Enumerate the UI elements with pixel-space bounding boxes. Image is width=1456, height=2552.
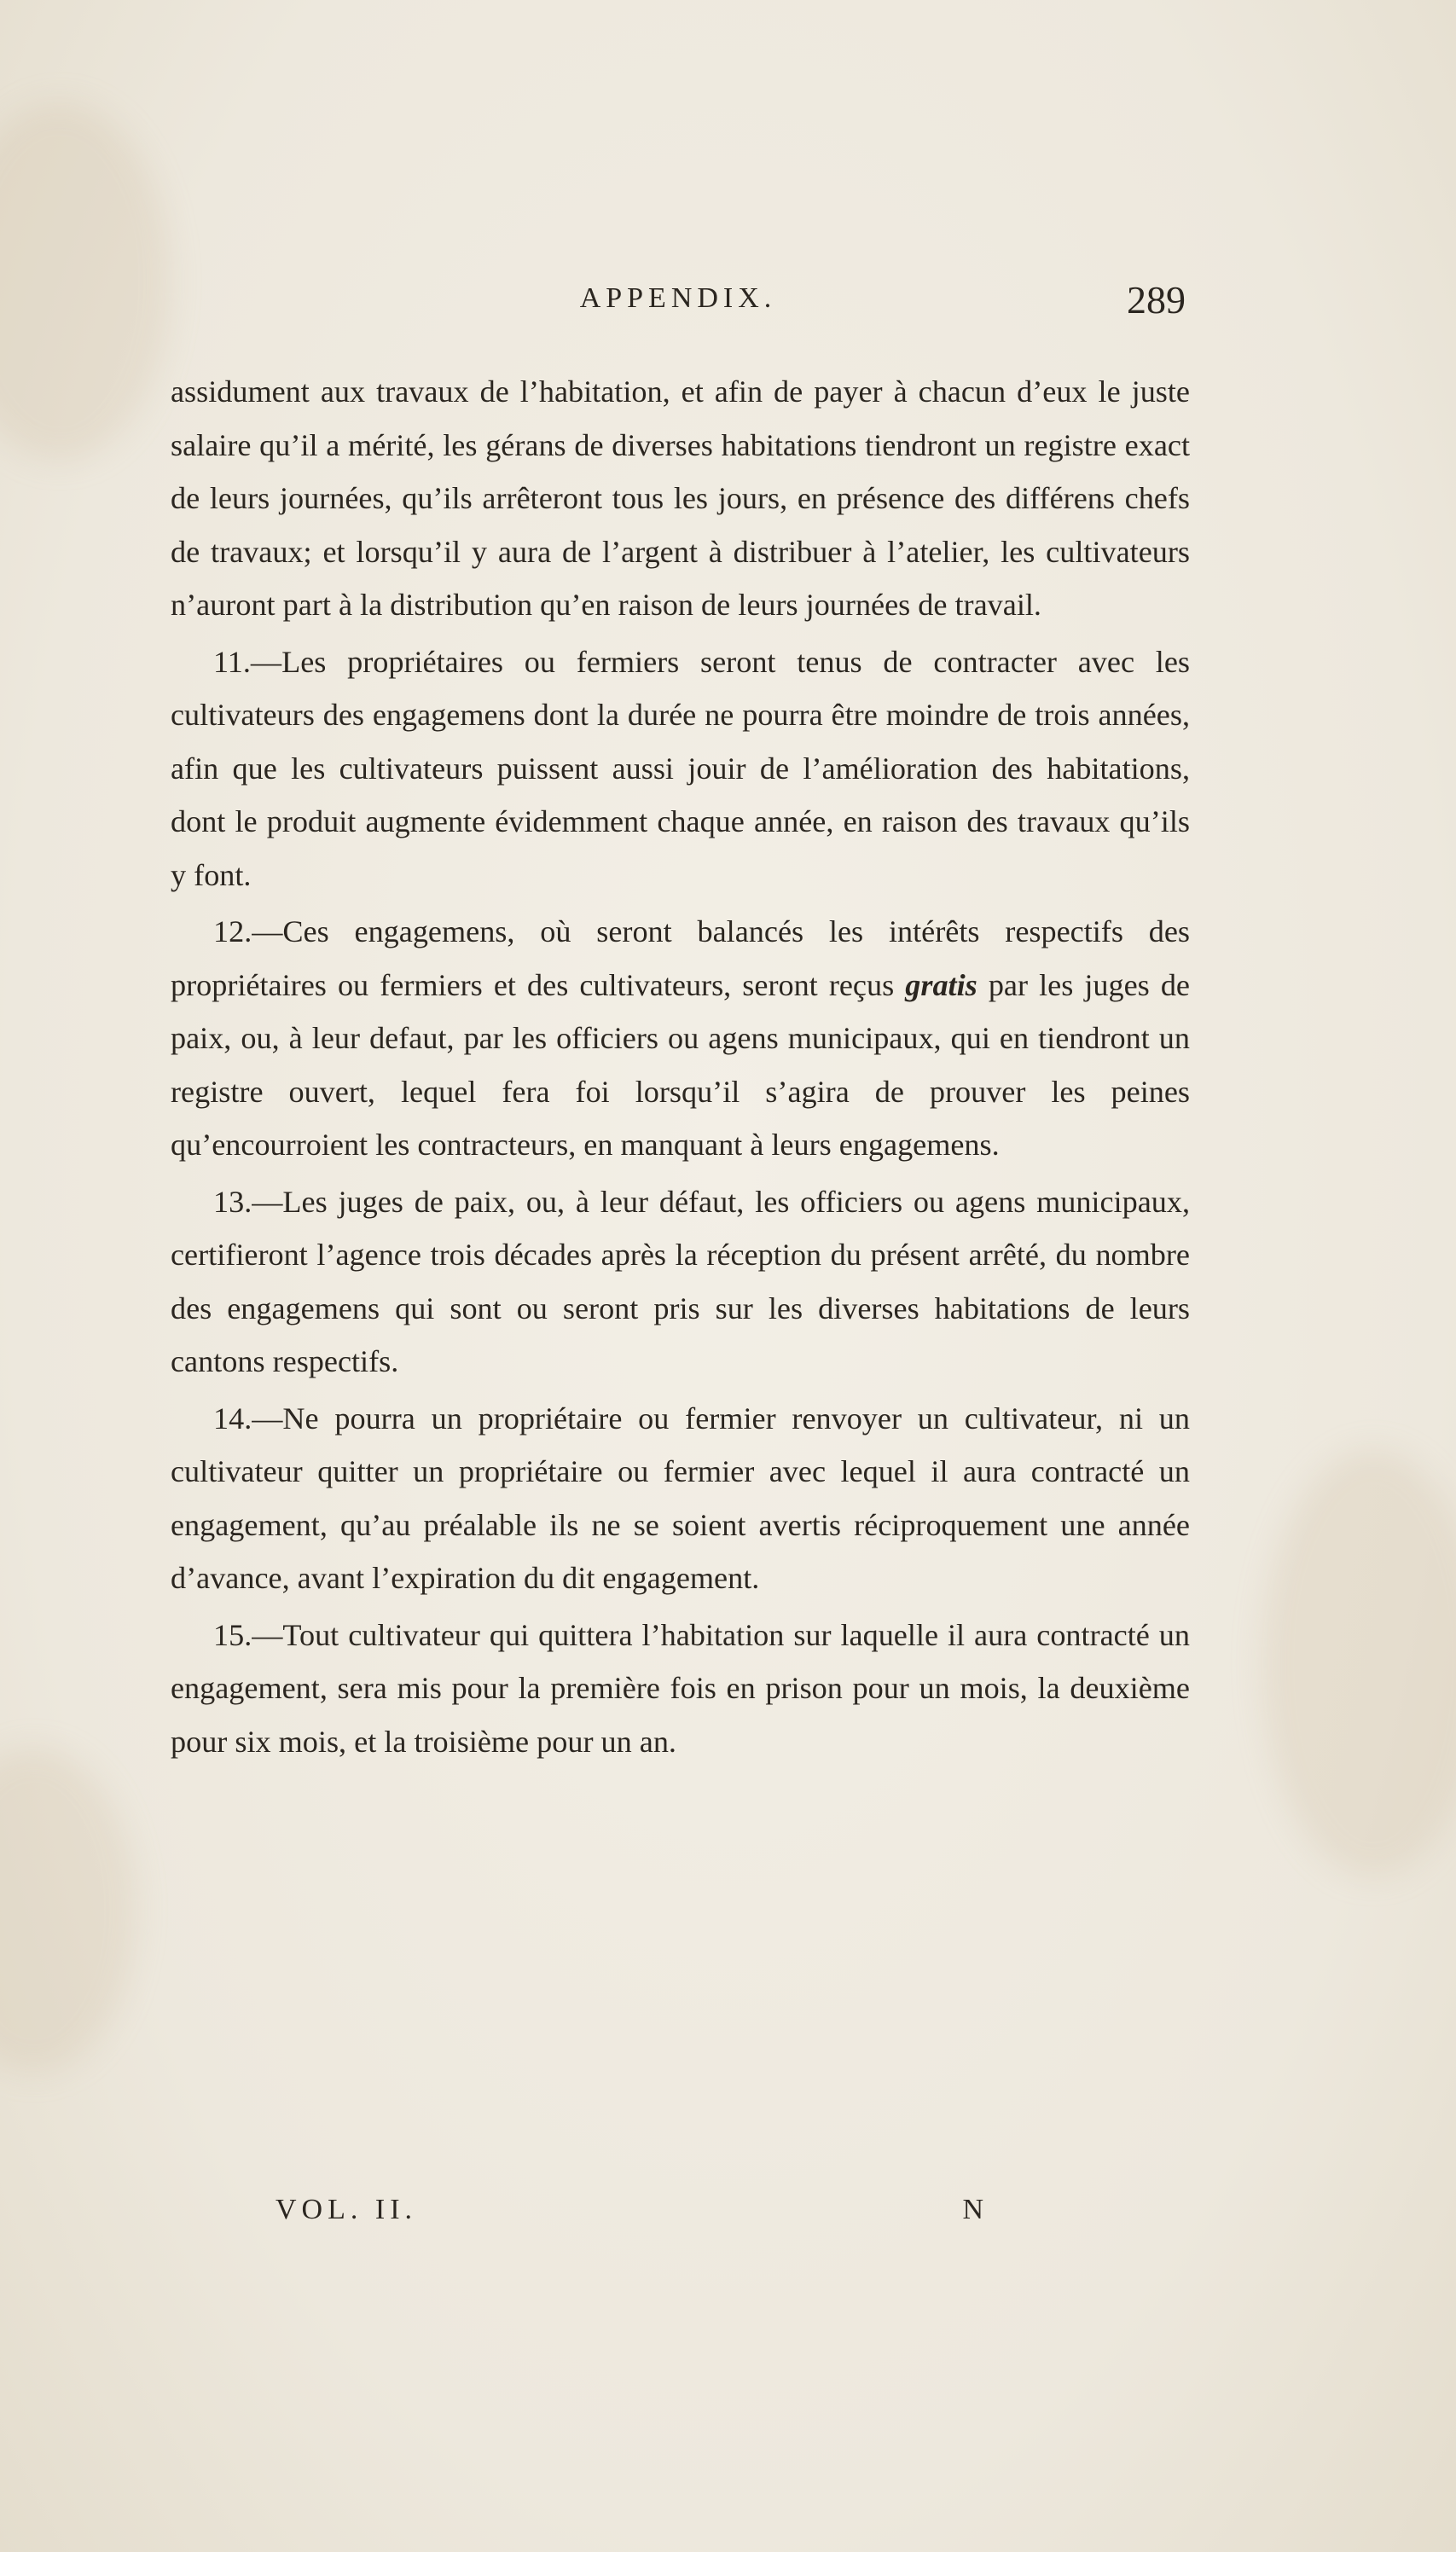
page-footer [276,2194,983,2236]
article-15 [171,1609,1190,1769]
italic-term: gratis [905,967,977,1002]
article-number: 12. [213,914,252,948]
article-11 [171,635,1190,902]
article-12 [171,905,1190,1172]
page-header [171,277,1186,328]
paragraph-text: —Les propriétaires ou fermiers seront tenus de contracter avec les cultivateurs des engagemens dont la durée ne pourra être moindre de trois années, afin que les cultivateurs puissent aussi jouir de l’amélioration des habitations, dont le produit augmente évidemment chaque année, en raison des travaux qu’ils y font. [171,644,1190,892]
article-14 [171,1392,1190,1605]
article-number: 11. [213,644,251,679]
paper-stain [0,1749,136,2073]
article-number: 14. [213,1401,252,1436]
paragraph-continuation [171,365,1190,632]
article-13 [171,1175,1190,1389]
paragraph-text: —Ces engagemens, où seront balancés les intérêts respectifs des propriétaires ou fermiers et des cultivateurs, seront reçus [171,914,1190,1002]
paragraph-text: —Ne pourra un propriétaire ou fermier renvoyer un cultivateur, ni un cultivateur quitter un propriétaire ou fermier avec lequel il aura contracté un engagement, qu’au préalable ils ne se soient avertis réciproquement une année d’avance, avant l’expiration du dit engagement. [171,1401,1190,1595]
signature-mark: N [962,2194,983,2225]
article-number: 15. [213,1617,252,1652]
paragraph-text: —Les juges de paix, ou, à leur défaut, les officiers ou agens municipaux, certifieront l’agence trois décades après la réception du présent arrêté, du nombre des engagemens qui sont ou seront pris sur les diverses habitations de leurs cantons respectifs. [171,1184,1190,1378]
running-head: APPENDIX. [579,282,777,314]
paper-stain [1262,1450,1456,1876]
paragraph-text: assidument aux travaux de l’habitation, et afin de payer à chacun d’eux le juste salaire qu’il a mérité, les gérans de diverses habitations tiendront un registre exact de leurs journées, qu’ils arrêteront tous les jours, en présence des différens chefs de travaux; et lorsqu’il y aura de l’argent à distribuer à l’atelier, les cultivateurs n’auront part à la distribution qu’en raison de leurs journées de travail. [171,374,1190,622]
paragraph-text: —Tout cultivateur qui quittera l’habitation sur laquelle il aura contracté un engagement, sera mis pour la première fois en prison pour un mois, la deuxième pour six mois, et la troisième pour un an. [171,1617,1190,1759]
page-number: 289 [1127,278,1186,322]
volume-label: VOL. II. [276,2194,418,2225]
article-number: 13. [213,1184,252,1219]
paragraph-text-continued: par les juges de paix, ou, à leur defaut, par les officiers ou agens municipaux, qui en tiendront un registre ouvert, lequel fera foi lorsqu’il s’agira de prouver les peines qu’encourroient les contracteurs, en manquant à leurs engagemens. [171,967,1190,1162]
body-text [171,365,1190,1772]
paper-stain [0,102,171,461]
